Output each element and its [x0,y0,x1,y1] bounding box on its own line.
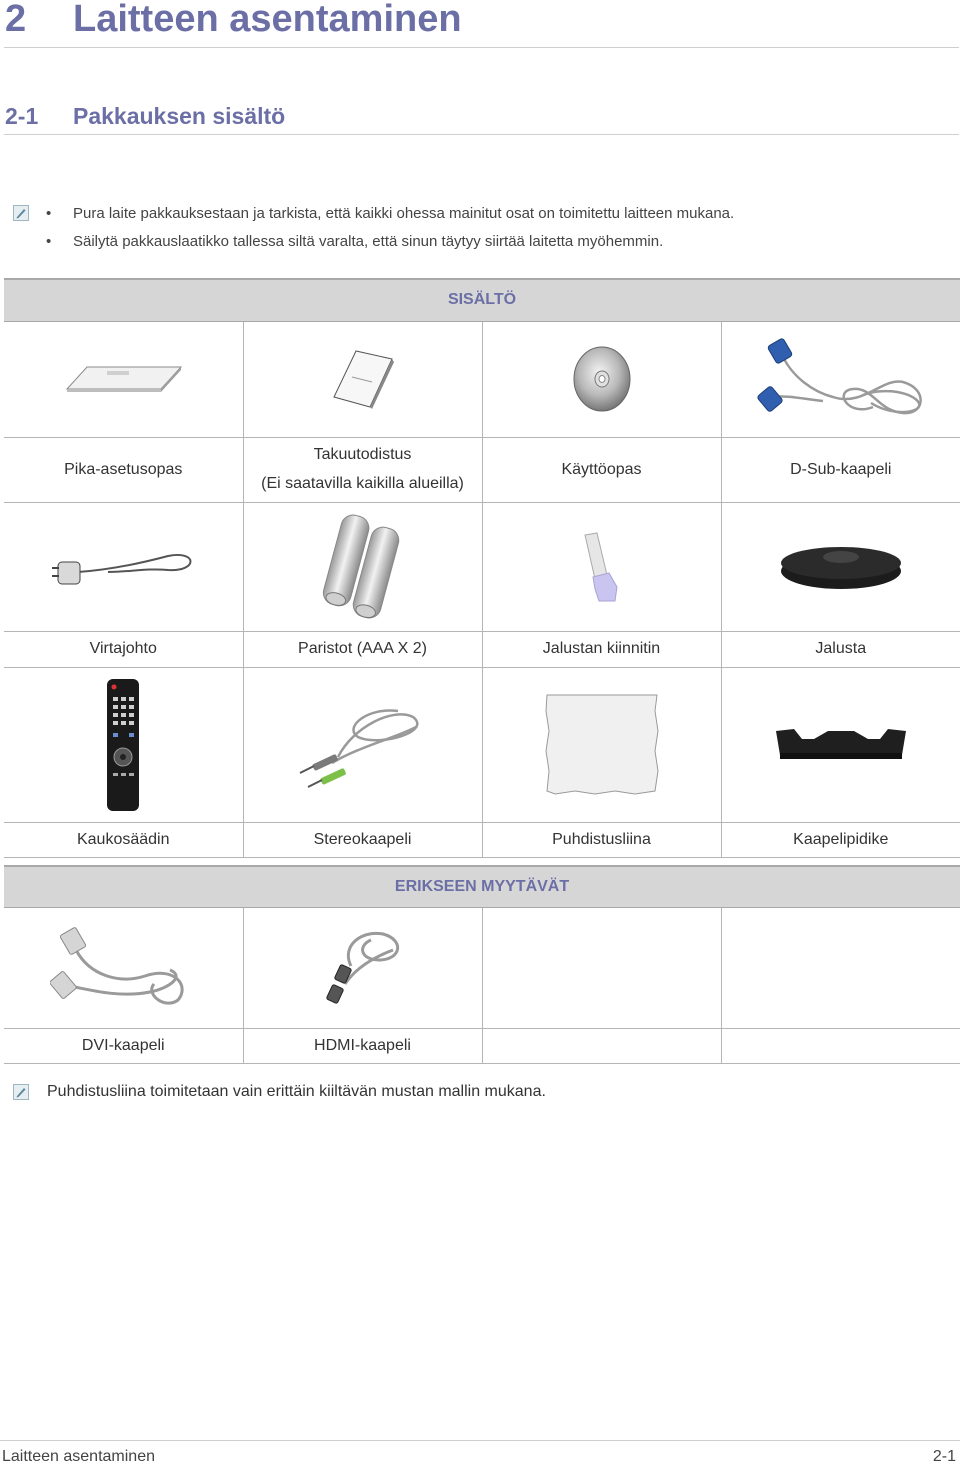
package-contents-table [4,278,960,1064]
contents-header: SISÄLTÖ [4,279,960,321]
item-label: Käyttöopas [482,437,721,502]
sold-separately-header: ERIKSEEN MYYTÄVÄT [4,866,960,907]
batteries-icon [313,513,413,621]
item-label: Paristot (AAA X 2) [243,631,482,667]
empty-cell [721,907,960,1028]
quick-guide-cell [4,321,243,437]
empty-label [482,1028,721,1063]
dsub-cable-icon [753,337,929,421]
cable-holder-cell [721,667,960,822]
item-label-line2: (Ei saatavilla kaikilla alueilla) [261,475,464,492]
stand-connector-cell [482,502,721,631]
stereo-cable-cell [243,667,482,822]
item-label: DVI-kaapeli [4,1028,243,1063]
remote-control-cell [4,667,243,822]
note-text: Pura laite pakkauksestaan ja tarkista, että kaikki ohessa mainitut osat on toimitettu laitteen mukana. [73,205,735,222]
cleaning-cloth-cell [482,667,721,822]
note-text: Säilytä pakkauslaatikko tallessa siltä varalta, että sinun täytyy siirtää laitetta myöhemmin. [73,233,664,250]
section-title-text: Pakkauksen sisältö [73,103,286,129]
footnote: Puhdistusliina toimitetaan vain erittäin kiiltävän mustan mallin mukana. [47,1083,546,1100]
chapter-number: 2 [5,0,27,40]
power-cord-icon [48,542,198,592]
empty-label [721,1028,960,1063]
remote-control-icon [103,677,143,813]
cleaning-cloth-icon [543,691,661,799]
warranty-card-icon [328,347,398,411]
item-label: Virtajohto [4,631,243,667]
notes-list [46,204,734,260]
table-spacer [4,857,960,866]
item-label: Stereokaapeli [243,822,482,857]
warranty-card-cell [243,321,482,437]
stand-base-cell [721,502,960,631]
note-item [46,204,734,232]
stereo-cable-icon [298,697,428,793]
note-icon [13,1084,29,1100]
item-label-line1: Takuutodistus [313,446,412,463]
dsub-cable-cell [721,321,960,437]
item-label: Jalusta [721,631,960,667]
bullet: • [46,233,52,250]
item-label: Puhdistusliina [482,822,721,857]
cd-cell [482,321,721,437]
cd-icon [571,345,633,413]
section-title [5,103,285,130]
item-label: Kaukosäädin [4,822,243,857]
chapter-divider [4,47,959,48]
stand-base-icon [778,541,904,593]
chapter-title-text: Laitteen asentaminen [73,0,462,40]
batteries-cell [243,502,482,631]
dvi-cable-cell [4,907,243,1028]
hdmi-cable-cell [243,907,482,1028]
item-label: Pika-asetusopas [4,437,243,502]
item-label: Jalustan kiinnitin [482,631,721,667]
note-icon [13,205,29,221]
note-item [46,232,734,260]
section-number: 2-1 [5,103,39,129]
power-cord-cell [4,502,243,631]
dvi-cable-icon [50,926,196,1010]
item-label [243,437,482,502]
item-label: HDMI-kaapeli [243,1028,482,1063]
cable-holder-icon [774,725,908,765]
hdmi-cable-icon [321,926,405,1010]
quick-guide-icon [63,359,183,399]
footer-divider [0,1440,960,1441]
page-number: 2-1 [932,1448,956,1465]
item-label: D-Sub-kaapeli [721,437,960,502]
bullet: • [46,205,52,222]
stand-connector-icon [577,531,627,603]
section-divider [4,134,959,135]
item-label: Kaapelipidike [721,822,960,857]
chapter-title [5,0,462,42]
footer-chapter: Laitteen asentaminen [2,1448,155,1465]
empty-cell [482,907,721,1028]
